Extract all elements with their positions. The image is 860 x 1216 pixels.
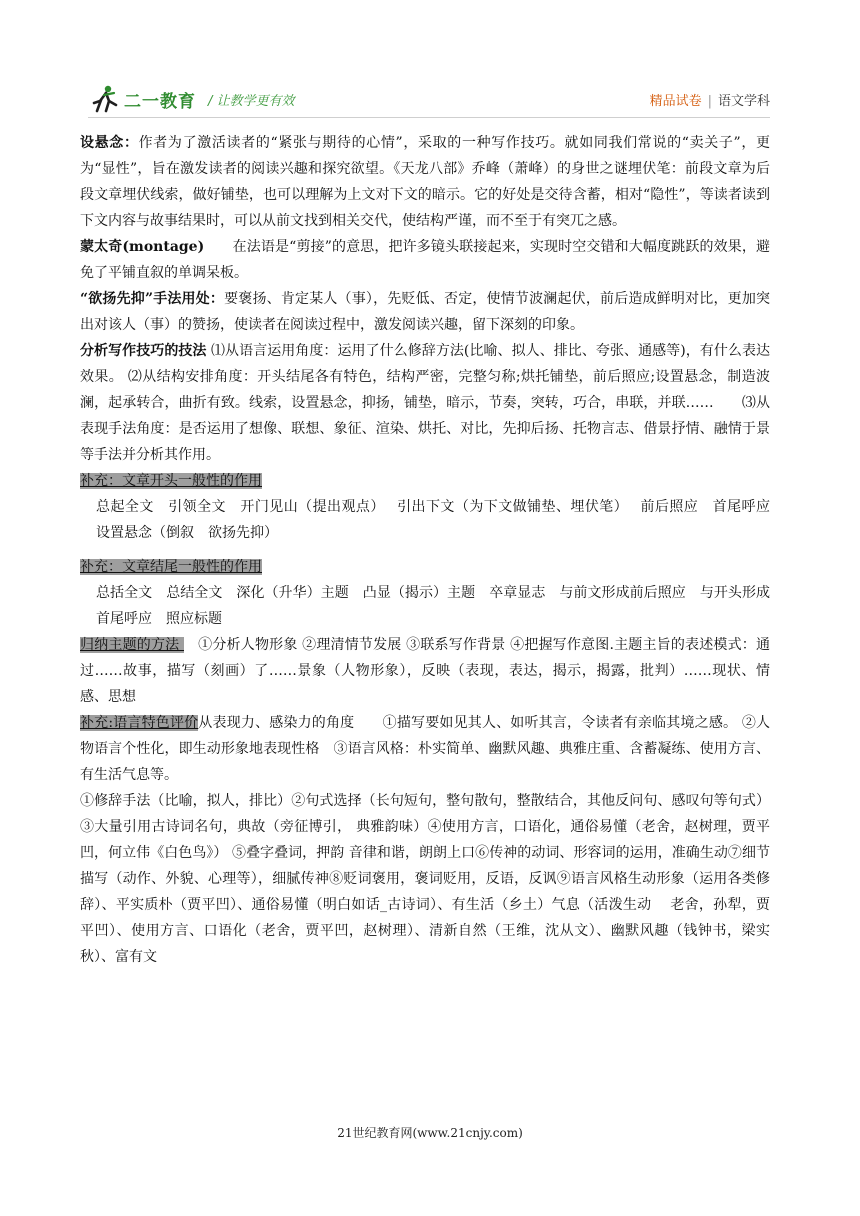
term-contrast: “欲扬先抑”手法用处： [80,291,225,307]
paragraph-montage [80,234,770,286]
document-body [80,130,784,970]
header-right [650,90,770,109]
paragraph-contrast [80,286,770,338]
subject-label: 语文学科 [717,94,770,109]
section-ending-text: 总括全文 总结全文 深化（升华）主题 凸显（揭示）主题 卒章显志 与前文形成前后照应 与开头形成首尾呼应 照应标题 [96,585,770,627]
text-theme: ①分析人物形象 ②理清情节发展 ③联系写作背景 ④把握写作意图.主题主旨的表述模式：通过……故事，描写（刻画）了……景象（人物形象），反映（表现，表达，揭示，揭露，批判）……现状、情感、思想 [80,637,770,705]
paragraph-suspense [80,130,770,234]
term-montage: 蒙太奇(montage) [80,239,205,255]
section-theme [80,632,770,710]
heading-language: 补充:语言特色评价 [80,715,199,731]
section-language [80,710,770,788]
paragraph-techniques [80,338,770,468]
text-suspense: 作者为了激活读者的“紧张与期待的心情”，采取的一种写作技巧。就如同我们常说的“卖关子”，更为“显性”，旨在激发读者的阅读兴趣和探究欲望。《天龙八部》乔峰（萧峰）的身世之谜埋伏笔：前段文章为后段文章埋伏线索，做好铺垫，也可以理解为上文对下文的暗示。它的好处是交待含蓄，相对“隐性”，等读者读到下文内容与故事结果时，可以从前文找到相关交代，使结构严谨，而不至于有突兀之感。 [80,135,770,229]
brand-logo [88,84,295,114]
header-separator: | [707,94,712,109]
section-ending-heading [80,554,770,580]
heading-opening: 补充：文章开头一般性的作用 [80,473,262,489]
paper-label: 精品试卷 [649,94,702,109]
text-techniques: ⑴从语言运用角度：运用了什么修辞方法(比喻、拟人、排比、夸张、通感等)，有什么表达效果。 ⑵从结构安排角度：开头结尾各有特色，结构严密，完整匀称;烘托铺垫，前后照应;设置悬念，制造波澜，起承转合，曲折有致。线索，设置悬念，抑扬，铺垫，暗示，节奏，突转，巧合，串联，并联…… ⑶从表现手法角度：是否运用了想像、联想、象征、渲染、烘托、对比，先抑后扬、托物言志、借景抒情、融情于景等手法并分析其作用。 [80,343,771,463]
text-language: 从表现力、感染力的角度 ①描写要如见其人、如听其言，令读者有亲临其境之感。 ②人物语言个性化，即生动形象地表现性格 ③语言风格：朴实简单、幽默风趣、典雅庄重、含蓄凝练、使用方言、有生活气息等。 [80,715,770,783]
spacer [80,546,770,554]
runner-logo-icon [88,84,122,114]
section-opening-text: 总起全文 引领全文 开门见山（提出观点） 引出下文（为下文做铺垫、埋伏笔） 前后照应 首尾呼应 设置悬念（倒叙 欲扬先抑） [96,499,784,541]
paragraph-rhetoric: ①修辞手法（比喻，拟人，排比）②句式选择（长句短句，整句散句，整散结合，其他反问句、感叹句等句式）③大量引用古诗词名句，典故（旁征博引， 典雅韵味）④使用方言，口语化，通俗易懂（老舍，赵树理，贾平凹，何立伟《白色鸟》） ⑤叠字叠词，押韵 音律和谐，朗朗上口⑥传神的动词、形容词的运用，准确生动⑦细节描写（动作、外貌、心理等），细腻传神⑧贬词褒用，褒词贬用，反语，反讽⑨语言风格生动形象（运用各类修辞）、平实质朴（贾平凹）、通俗易懂（明白如话_古诗词）、有生活（乡土）气息（活泼生动 老舍，孙犁，贾平凹）、使用方言、口语化（老舍，贾平凹，赵树理）、清新自然（王维，沈从文）、幽默风趣（钱钟书，梁实秋）、富有文 [80,793,770,965]
term-suspense: 设悬念： [80,135,139,151]
text-contrast: 要褒扬、肯定某人（事），先贬低、否定，使情节波澜起伏，前后造成鲜明对比，更加突出对该人（事）的赞扬，使读者在阅读过程中，激发阅读兴趣，留下深刻的印象。 [80,291,771,333]
brand-name: 二一教育 [124,91,196,112]
page-header [88,82,770,118]
section-opening-heading [80,468,770,494]
heading-ending: 补充：文章结尾一般性的作用 [80,559,262,575]
header-divider [88,117,770,118]
term-techniques: 分析写作技巧的技法 [80,343,207,359]
page-footer: 21世纪教育网(www.21cnjy.com) [337,1126,523,1140]
text-montage: 在法语是“剪接”的意思，把许多镜头联接起来，实现时空交错和大幅度跳跃的效果，避免了平铺直叙的单调呆板。 [80,239,771,281]
heading-theme: 归纳主题的方法 [80,637,184,653]
brand-slogan: / 让教学更有效 [208,93,295,109]
